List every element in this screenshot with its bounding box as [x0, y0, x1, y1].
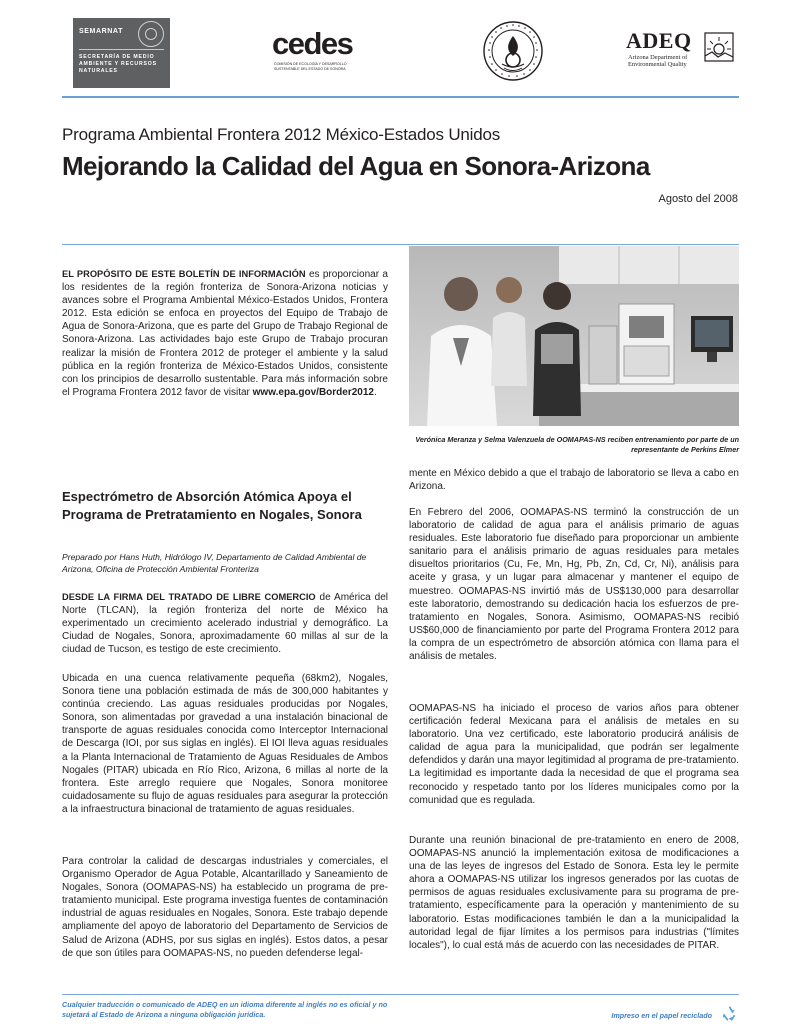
intro-lead: EL PROPÓSITO DE ESTE BOLETÍN DE INFORMACIÓN [62, 269, 306, 279]
paragraph-lead: DESDE LA FIRMA DEL TRATADO DE LIBRE COMERCIO [62, 592, 316, 602]
article-heading: Espectrómetro de Absorción Atómica Apoya el Programa de Pretratamiento en Nogales, Sonora [62, 489, 362, 522]
footer-rule [62, 994, 739, 995]
lab-photo-image [409, 246, 739, 426]
program-line: Programa Ambiental Frontera 2012 México-Estados Unidos [62, 125, 501, 144]
epa-seal-icon [482, 20, 544, 82]
semarnat-subtitle: SECRETARÍA DE MEDIO AMBIENTE Y RECURSOS NATURALES [79, 54, 157, 74]
recycle-icon [721, 1005, 738, 1022]
semarnat-name: SEMARNAT [79, 28, 123, 35]
issue-date: Agosto del 2008 [658, 193, 738, 205]
article-paragraph-control: Para controlar la calidad de descargas industriales y comerciales, el Organismo Operador de Agua Potable, Alcantarillado y Saneamiento de Nogales, Sonora (OOMAPAS-NS) ha establecido un programa de pre-tratamiento municipal. Este programa investiga fuentes de contaminación industrial de aguas residuales en Nogales, Sonora. Este trabajo depende ampliamente del apoyo de laboratorio del Departamento de Servicios de Salud de Arizona (ADHS, por sus siglas en inglés). Estos datos, a pesar de que son útiles para OOMAPAS-NS, no pueden defenderse legal- [62, 856, 388, 959]
recycled-paper-note: Impreso en el papel reciclado [611, 1011, 712, 1020]
article-paragraph-ubicada: Ubicada en una cuenca relativamente pequeña (68km2), Nogales, Sonora tiene una población estimada de más de 300,000 habitantes y continúa creciendo. Las aguas residuales producidas por Nogales, Sonora, son alimentadas por gravedad a una instalación binacional de transporte de aguas residuales conocida como Interceptor Internacional de Descarga (IOI, por sus siglas en inglés). El IOI lleva aguas residuales a la Planta Internacional de Tratamiento de Aguas Residuales de Ambos Nogales (PITAR) ubicada en Río Rico, Arizona, 6 millas al norte de la frontera. Este arreglo requiere que Nogales, Sonora monitoree cuidadosamente su flujo de aguas residuales para asegurar la protección a la infraestructura binacional de tratamiento de aguas residuales. [62, 673, 388, 815]
adeq-subtitle: Arizona Department of Environmental Quality [628, 54, 688, 68]
article-paragraph-laboratorio: En Febrero del 2006, OOMAPAS-NS terminó la construcción de un laboratorio de calidad de agua para el análisis primario de aguas residuales. Este laboratorio fue diseñado para proporcionar un ambiente sanitario para el análisis primario de aguas residuales para metales disueltos prioritarios (Cu, Fe, Mn, Hg, Pb, Zn, Cd, Cr, Ni), análisis para aceite y grasa, y un lugar para almacenar y mantener el equipo de muestreo. OOMAPAS-NS invirtió más de US$130,000 para desarrollar este laboratorio, demostrando su dedicación hacia los esfuerzos de pre-tratamiento en Nogales, Sonora. Asimismo, OOMAPAS-NS recibió US$60,000 de financiamiento por parte del Programa Frontera 2012 para la compra de un espectrómetro de absorción atómica con llama para el análisis de metales. [409, 507, 739, 663]
page-title: Mejorando la Calidad del Agua en Sonora-Arizona [62, 151, 650, 181]
lab-photo [409, 246, 739, 426]
header-rule [62, 96, 739, 98]
adeq-sun-icon [704, 32, 734, 62]
article-paragraph-continuation: mente en México debido a que el trabajo de laboratorio se lleva a cabo en Arizona. [409, 468, 739, 493]
photo-caption: Verónica Meranza y Selma Valenzuela de OOMAPAS-NS reciben entrenamiento por parte de un representante de Perkins Elmer [415, 435, 739, 454]
cedes-logo [272, 28, 362, 78]
intro-text: es proporcionar a los residentes de la región fronteriza de Sonora-Arizona noticias y avances sobre el Programa Ambiental México-Estados Unidos, Frontera 2012. Esta edición se enfoca en proyectos del Equipo de Trabajo de Agua de Sonora-Arizona, que es parte del Grupo de Trabajo Regional de Sonora-Arizona. Las actividades bajo este Grupo de Trabajo procuran realizar la misión de Frontera 2012 de proteger el ambiente y la salud pública en la región fronteriza de México-Estados Unidos, consistente con los principios de desarrollo sustentable. Para más información sobre el Programa Frontera 2012 favor de visitar [62, 269, 388, 398]
article-paragraph-reunion: Durante una reunión binacional de pre-tratamiento en enero de 2008, OOMAPAS-NS anunció la implementación exitosa de modificaciones a una de las leyes de ingresos del Estado de Sonora. Esta ley le permite ahora a OOMAPAS-NS utilizar los ingresos generados por las cuotas de permisos de aguas residuales exclusivamente para su programa de pre-tratamiento, específicamente para la operación y mantenimiento de su laboratorio. Estas modificaciones también le dan a la municipalidad la autoridad legal de fijar límites a los permisos para industrias ("límites locales"), lo cual está más de acuerdo con las necesidades de PITAR. [409, 835, 739, 951]
translation-disclaimer: Cualquier traducción o comunicado de ADEQ en un idioma diferente al inglés no es oficial y no sujetará al Estado de Arizona a ninguna obligación jurídica. [62, 1000, 388, 1019]
article-byline: Preparado por Hans Huth, Hidrólogo IV, Departamento de Calidad Ambiental de Arizona, Oficina de Protección Ambiental Fronteriza [62, 552, 367, 574]
intro-paragraph: EL PROPÓSITO DE ESTE BOLETÍN DE INFORMACIÓN es proporcionar a los residentes de la región fronteriza de Sonora-Arizona noticias y avances sobre el Programa Ambiental México-Estados Unidos, Frontera 2012. Esta edición se enfoca en proyectos del Equipo de Trabajo de Agua de Sonora-Arizona, que es parte del Grupo de Trabajo Regional de Sonora-Arizona. Las actividades bajo este Grupo de Trabajo procuran realizar la misión de Frontera 2012 de proteger el ambiente y la salud pública en la región fronteriza de México-Estados Unidos, consistente con los principios de desarrollo sustentable. Para más información sobre el Programa Frontera 2012 favor de visitar www.epa.gov/Border2012. [62, 269, 388, 398]
adeq-wordmark: ADEQ [626, 28, 692, 53]
semarnat-logo [73, 18, 170, 88]
epa-seal-logo [482, 20, 544, 82]
border2012-link[interactable]: www.epa.gov/Border2012 [252, 386, 374, 398]
article-paragraph-certificacion: OOMAPAS-NS ha iniciado el proceso de varios años para obtener certificación federal Mexicana para el análisis de metales en su laboratorio. Una vez certificado, este laboratorio producirá análisis de calidad de agua para la municipalidad, que podrán ser legalmente defendidos y darán una mayor legitimidad al programa de pre-tratamiento. La legitimidad es importante dada la necesidad de que el programa sea reconocido y respetado tanto por los líderes municipales como por la comunidad que es regulada. [409, 703, 739, 806]
section-rule [62, 244, 739, 245]
adeq-logo [626, 30, 734, 80]
article-paragraph-tlcan: DESDE LA FIRMA DEL TRATADO DE LIBRE COMERCIO de América del Norte (TLCAN), la región fronteriza del norte de México ha experimentado un crecimiento acelerado industrial y demográfico. La Ciudad de Nogales, Sonora, aproximadamente 60 millas al sur de la ciudad de Tucson, es testigo de este crecimiento. [62, 592, 388, 656]
cedes-wordmark: cedes [272, 26, 353, 61]
cedes-tagline: COMISIÓN DE ECOLOGÍA Y DESARROLLO SUSTENTABLE DEL ESTADO DE SONORA [274, 62, 347, 71]
mexico-seal-icon [138, 21, 164, 47]
